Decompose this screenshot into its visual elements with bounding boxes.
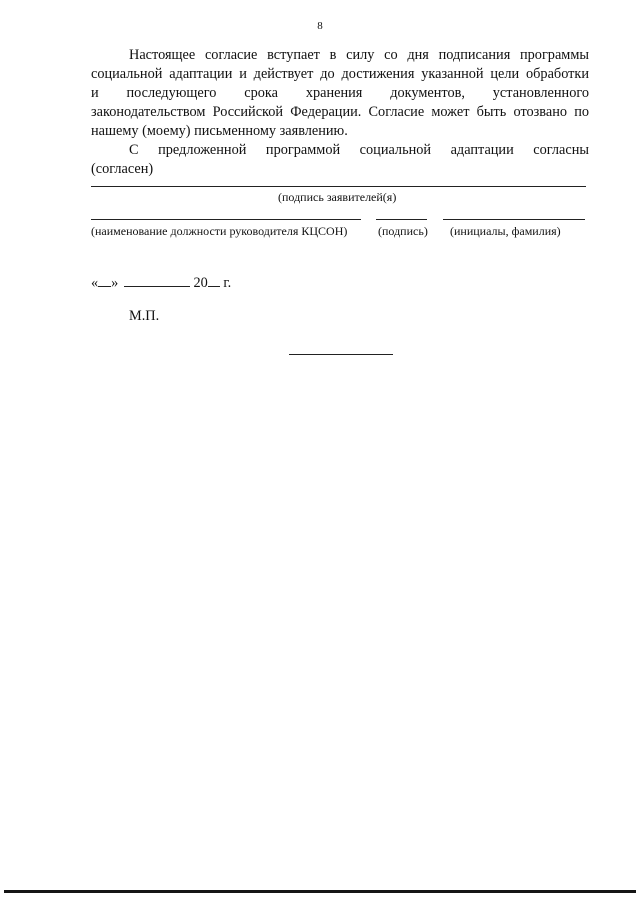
day-blank[interactable] — [98, 273, 111, 287]
page-bottom-border — [4, 890, 636, 893]
end-of-document-rule — [289, 354, 393, 355]
agreement-paragraph — [91, 141, 589, 179]
position-caption: (наименование должности руководителя КЦСОН) — [91, 224, 348, 238]
initials-line[interactable] — [443, 219, 585, 220]
agreement-line-2: (согласен) — [91, 161, 154, 177]
consent-line-1: Настоящее согласие вступает в силу со дня подписания программы — [129, 47, 589, 63]
signature-caption: (подпись) — [378, 224, 428, 238]
page-number: 8 — [317, 20, 323, 32]
month-blank[interactable] — [124, 273, 190, 287]
consent-line-2: социальной адаптации и действует до достижения указанной цели обработки — [91, 66, 589, 82]
consent-paragraph — [91, 46, 589, 141]
initials-caption: (инициалы, фамилия) — [450, 224, 561, 238]
consent-line-5: нашему (моему) письменному заявлению. — [91, 123, 348, 139]
year-blank[interactable] — [208, 273, 220, 287]
consent-line-3: и последующего срока хранения документов, установленного — [91, 85, 589, 101]
year-suffix: г. — [223, 275, 232, 291]
signature-line[interactable] — [376, 219, 427, 220]
position-line[interactable] — [91, 219, 361, 220]
date-close-quote: » — [111, 275, 119, 291]
year-prefix: 20 — [193, 275, 208, 291]
applicants-signature-line[interactable] — [91, 186, 586, 187]
applicants-signature-caption: (подпись заявителей(я) — [278, 190, 397, 204]
date-line — [91, 273, 231, 292]
date-open-quote: « — [91, 275, 99, 291]
consent-line-4: законодательством Российской Федерации. Согласие может быть отозвано по — [91, 104, 589, 120]
agreement-line-1: С предложенной программой социальной адаптации согласны — [129, 142, 589, 158]
stamp-place-label: М.П. — [129, 308, 160, 324]
